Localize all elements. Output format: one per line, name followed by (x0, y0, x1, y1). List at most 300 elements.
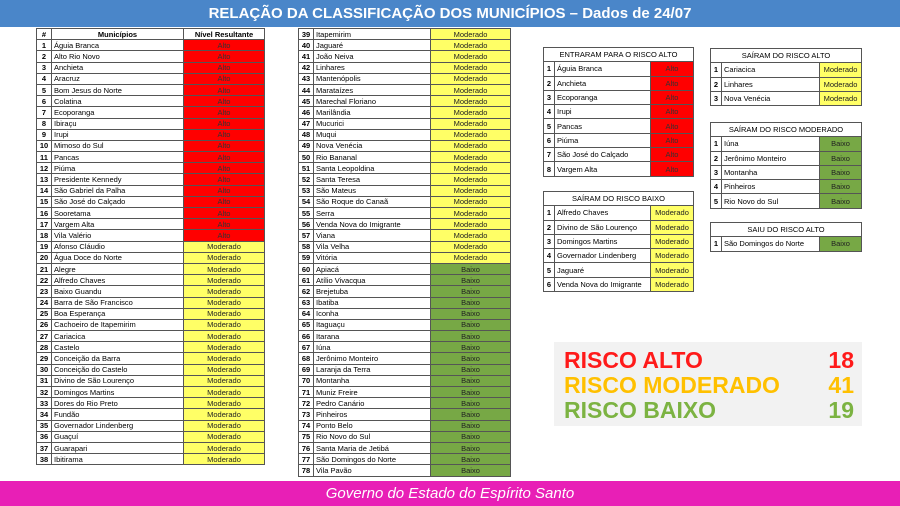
risk-level-cell: Moderado (184, 297, 265, 308)
table-row (37, 286, 265, 297)
municipio-name: Dores do Rio Preto (52, 398, 184, 409)
municipio-name: Iconha (314, 308, 431, 319)
municipio-name: Jaguaré (555, 263, 651, 277)
municipio-name: Linhares (722, 77, 820, 91)
row-number: 4 (37, 73, 52, 84)
table-row (37, 230, 265, 241)
table-row (711, 91, 862, 105)
table-body (544, 62, 694, 176)
municipio-name: Apiacá (314, 263, 431, 274)
row-number: 7 (37, 107, 52, 118)
table-row (711, 137, 862, 151)
table-row (299, 84, 511, 95)
risk-level-cell: Alto (651, 62, 694, 76)
risk-level-cell: Baixo (820, 151, 862, 165)
table-row (37, 442, 265, 453)
risk-level-cell: Moderado (651, 206, 694, 220)
row-number: 46 (299, 107, 314, 118)
row-number: 14 (37, 185, 52, 196)
row-number: 74 (299, 420, 314, 431)
municipio-name: Santa Teresa (314, 174, 431, 185)
table-row (37, 252, 265, 263)
table-row (544, 263, 694, 277)
risk-level-cell: Moderado (820, 63, 862, 77)
municipio-name: Ibatiba (314, 297, 431, 308)
municipio-name: Vila Pavão (314, 465, 431, 476)
table-row (299, 442, 511, 453)
risk-level-cell: Baixo (431, 387, 511, 398)
row-number: 28 (37, 342, 52, 353)
municipio-name: Sooretama (52, 208, 184, 219)
table-body (711, 237, 862, 251)
risk-level-cell: Baixo (431, 331, 511, 342)
summary-label: RISCO BAIXO (564, 397, 717, 423)
risk-level-cell: Baixo (431, 420, 511, 431)
row-number: 60 (299, 263, 314, 274)
municipio-name: Montanha (314, 375, 431, 386)
table-row (37, 331, 265, 342)
risk-level-cell: Moderado (184, 241, 265, 252)
municipio-name: Fundão (52, 409, 184, 420)
risk-level-cell: Baixo (431, 286, 511, 297)
table-row (37, 208, 265, 219)
risk-level-cell: Alto (184, 230, 265, 241)
table-row (37, 62, 265, 73)
table-row (299, 62, 511, 73)
row-number: 17 (37, 219, 52, 230)
risk-level-cell: Moderado (431, 174, 511, 185)
sairam-moderado-table (710, 122, 862, 209)
col-header-number: # (37, 29, 52, 40)
row-number: 66 (299, 331, 314, 342)
row-number: 8 (544, 162, 555, 176)
row-number: 24 (37, 297, 52, 308)
table-row (37, 342, 265, 353)
municipio-name: Afonso Cláudio (52, 241, 184, 252)
table-row (299, 196, 511, 207)
risk-level-cell: Baixo (431, 364, 511, 375)
col-header-nivel: Nível Resultante (184, 29, 265, 40)
sairam-alto-title: SAÍRAM DO RISCO ALTO (711, 49, 862, 63)
row-number: 7 (544, 148, 555, 162)
row-number: 53 (299, 185, 314, 196)
row-number: 1 (544, 206, 555, 220)
table-row (299, 342, 511, 353)
table-row (37, 420, 265, 431)
risk-level-cell: Baixo (431, 263, 511, 274)
table-row (544, 133, 694, 147)
municipio-name: Anchieta (555, 76, 651, 90)
table-row (544, 162, 694, 176)
row-number: 3 (37, 62, 52, 73)
risk-level-cell: Baixo (431, 398, 511, 409)
risk-level-cell: Alto (184, 96, 265, 107)
row-number: 58 (299, 241, 314, 252)
municipio-name: Água Doce do Norte (52, 252, 184, 263)
row-number: 1 (544, 62, 555, 76)
saiu-alto-title: SAIU DO RISCO ALTO (711, 223, 862, 237)
table-row (37, 96, 265, 107)
municipio-name: Nova Venécia (314, 140, 431, 151)
row-number: 65 (299, 319, 314, 330)
table-row (299, 353, 511, 364)
risk-level-cell: Alto (184, 219, 265, 230)
summary-count: 19 (828, 397, 854, 423)
table-row (299, 219, 511, 230)
row-number: 73 (299, 409, 314, 420)
table-row (299, 297, 511, 308)
municipio-name: Conceição do Castelo (52, 364, 184, 375)
risk-level-cell: Moderado (184, 252, 265, 263)
sairam-moderado-title: SAÍRAM DO RISCO MODERADO (711, 123, 862, 137)
municipio-name: Vargem Alta (52, 219, 184, 230)
row-number: 1 (711, 237, 722, 251)
municipio-name: Águia Branca (52, 40, 184, 51)
municipio-name: Ibiraçu (52, 118, 184, 129)
municipio-name: Bom Jesus do Norte (52, 84, 184, 95)
summary-risco-moderado (564, 372, 854, 398)
municipio-name: Laranja da Terra (314, 364, 431, 375)
row-number: 78 (299, 465, 314, 476)
municipio-name: Divino de São Lourenço (555, 220, 651, 234)
risk-level-cell: Baixo (431, 275, 511, 286)
table-row (299, 286, 511, 297)
table-row (544, 119, 694, 133)
table-row (37, 152, 265, 163)
table-row (299, 118, 511, 129)
row-number: 9 (37, 129, 52, 140)
row-number: 2 (37, 51, 52, 62)
table-body (544, 206, 694, 292)
risk-level-cell: Moderado (431, 84, 511, 95)
risk-level-cell: Moderado (184, 353, 265, 364)
row-number: 70 (299, 375, 314, 386)
row-number: 27 (37, 331, 52, 342)
row-number: 63 (299, 297, 314, 308)
row-number: 72 (299, 398, 314, 409)
risk-level-cell: Moderado (431, 230, 511, 241)
summary-count: 18 (828, 347, 854, 373)
row-number: 3 (711, 91, 722, 105)
table-row (299, 387, 511, 398)
row-number: 51 (299, 163, 314, 174)
municipio-name: Guaçuí (52, 431, 184, 442)
table-row (299, 465, 511, 476)
municipio-name: Cariacica (722, 63, 820, 77)
risk-level-cell: Baixo (820, 137, 862, 151)
municipio-name: Nova Venécia (722, 91, 820, 105)
table-row (37, 319, 265, 330)
risk-level-cell: Moderado (184, 398, 265, 409)
table-row (299, 29, 511, 40)
table-row (37, 387, 265, 398)
row-number: 1 (711, 63, 722, 77)
row-number: 2 (544, 220, 555, 234)
row-number: 3 (544, 234, 555, 248)
risk-level-cell: Alto (184, 84, 265, 95)
risk-level-cell: Baixo (431, 342, 511, 353)
risk-level-cell: Moderado (184, 409, 265, 420)
municipio-name: São Domingos do Norte (314, 454, 431, 465)
risk-level-cell: Baixo (431, 442, 511, 453)
risk-level-cell: Moderado (184, 454, 265, 465)
row-number: 41 (299, 51, 314, 62)
table-row (37, 364, 265, 375)
row-number: 8 (37, 118, 52, 129)
row-number: 49 (299, 140, 314, 151)
row-number: 29 (37, 353, 52, 364)
row-number: 2 (711, 77, 722, 91)
municipio-name: Irupi (555, 105, 651, 119)
municipios-table-1 (36, 28, 265, 465)
table-row (37, 196, 265, 207)
row-number: 44 (299, 84, 314, 95)
table-row (299, 230, 511, 241)
table-row (299, 51, 511, 62)
table-row (711, 194, 862, 208)
table-row (544, 206, 694, 220)
municipio-name: Vila Velha (314, 241, 431, 252)
risk-level-cell: Baixo (820, 180, 862, 194)
risk-level-cell: Moderado (431, 252, 511, 263)
row-number: 11 (37, 152, 52, 163)
row-number: 40 (299, 40, 314, 51)
row-number: 16 (37, 208, 52, 219)
risk-level-cell: Alto (184, 73, 265, 84)
municipio-name: São José do Calçado (555, 148, 651, 162)
table-row (37, 163, 265, 174)
table-row (544, 148, 694, 162)
risk-level-cell: Alto (184, 40, 265, 51)
risk-level-cell: Alto (184, 140, 265, 151)
row-number: 34 (37, 409, 52, 420)
risk-level-cell: Baixo (431, 297, 511, 308)
municipio-name: Iúna (722, 137, 820, 151)
municipio-name: Mimoso do Sul (52, 140, 184, 151)
risk-level-cell: Alto (184, 152, 265, 163)
table-row (299, 241, 511, 252)
risk-level-cell: Moderado (651, 263, 694, 277)
row-number: 62 (299, 286, 314, 297)
table-row (37, 375, 265, 386)
municipio-name: Cariacica (52, 331, 184, 342)
municipio-name: Rio Novo do Sul (314, 431, 431, 442)
municipio-name: Alegre (52, 263, 184, 274)
table-row (37, 241, 265, 252)
municipio-name: Conceição da Barra (52, 353, 184, 364)
municipio-name: Viana (314, 230, 431, 241)
municipio-name: São Roque do Canaã (314, 196, 431, 207)
row-number: 18 (37, 230, 52, 241)
risk-level-cell: Moderado (431, 62, 511, 73)
municipio-name: Vila Valério (52, 230, 184, 241)
municipio-name: Governador Lindenberg (52, 420, 184, 431)
municipio-name: Aracruz (52, 73, 184, 84)
risk-level-cell: Moderado (184, 331, 265, 342)
row-number: 32 (37, 387, 52, 398)
row-number: 50 (299, 152, 314, 163)
municipio-name: Castelo (52, 342, 184, 353)
row-number: 31 (37, 375, 52, 386)
row-number: 59 (299, 252, 314, 263)
risk-level-cell: Baixo (820, 237, 862, 251)
municipio-name: Domingos Martins (52, 387, 184, 398)
municipio-name: Marataízes (314, 84, 431, 95)
row-number: 75 (299, 431, 314, 442)
risk-level-cell: Moderado (431, 107, 511, 118)
municipio-name: Iúna (314, 342, 431, 353)
municipio-name: Pancas (52, 152, 184, 163)
row-number: 13 (37, 174, 52, 185)
row-number: 23 (37, 286, 52, 297)
risk-level-cell: Moderado (651, 220, 694, 234)
municipio-name: Mucurici (314, 118, 431, 129)
row-number: 10 (37, 140, 52, 151)
municipio-name: São Domingos do Norte (722, 237, 820, 251)
municipio-name: São Mateus (314, 185, 431, 196)
row-number: 76 (299, 442, 314, 453)
summary-risco-alto (564, 347, 854, 373)
risk-level-cell: Moderado (651, 249, 694, 263)
table-row (299, 140, 511, 151)
table-body (37, 40, 265, 465)
table-row (37, 174, 265, 185)
row-number: 12 (37, 163, 52, 174)
table-body (711, 63, 862, 106)
table-row (711, 77, 862, 91)
risk-level-cell: Moderado (431, 118, 511, 129)
municipio-name: Governador Lindenberg (555, 249, 651, 263)
risk-level-cell: Baixo (431, 431, 511, 442)
risk-level-cell: Alto (184, 208, 265, 219)
table-row (299, 319, 511, 330)
risk-level-cell: Alto (651, 119, 694, 133)
municipio-name: Alfredo Chaves (52, 275, 184, 286)
municipio-name: São Gabriel da Palha (52, 185, 184, 196)
row-number: 20 (37, 252, 52, 263)
summary-count: 41 (828, 372, 854, 398)
municipio-name: Cachoeiro de Itapemirim (52, 319, 184, 330)
table-row (299, 420, 511, 431)
municipio-name: Águia Branca (555, 62, 651, 76)
row-number: 2 (544, 76, 555, 90)
row-number: 55 (299, 208, 314, 219)
risk-level-cell: Moderado (431, 241, 511, 252)
table-body (299, 29, 511, 477)
row-number: 26 (37, 319, 52, 330)
summary-label: RISCO ALTO (564, 347, 703, 373)
row-number: 67 (299, 342, 314, 353)
row-number: 39 (299, 29, 314, 40)
row-number: 4 (544, 249, 555, 263)
municipio-name: Linhares (314, 62, 431, 73)
table-row (711, 151, 862, 165)
table-row (299, 163, 511, 174)
risk-level-cell: Alto (184, 107, 265, 118)
row-number: 5 (544, 119, 555, 133)
sairam-baixo-title: SAÍRAM DO RISCO BAIXO (544, 192, 694, 206)
table-row (299, 40, 511, 51)
table-row (37, 263, 265, 274)
risk-level-cell: Moderado (431, 152, 511, 163)
table-header-row (37, 29, 265, 40)
municipio-name: Marilândia (314, 107, 431, 118)
table-row (299, 364, 511, 375)
municipio-name: Santa Leopoldina (314, 163, 431, 174)
table-row (544, 220, 694, 234)
risk-level-cell: Moderado (184, 286, 265, 297)
table-row (37, 185, 265, 196)
table-row (37, 107, 265, 118)
municipio-name: Brejetuba (314, 286, 431, 297)
row-number: 42 (299, 62, 314, 73)
municipio-name: Alfredo Chaves (555, 206, 651, 220)
row-number: 57 (299, 230, 314, 241)
risk-level-cell: Baixo (431, 375, 511, 386)
municipio-name: Piúma (52, 163, 184, 174)
municipio-name: Ecoporanga (52, 107, 184, 118)
municipio-name: Divino de São Lourenço (52, 375, 184, 386)
table-row (299, 174, 511, 185)
risk-level-cell: Alto (651, 105, 694, 119)
row-number: 5 (37, 84, 52, 95)
municipio-name: Venda Nova do Imigrante (555, 277, 651, 291)
table-row (37, 353, 265, 364)
table-row (37, 73, 265, 84)
risk-level-cell: Alto (651, 133, 694, 147)
risk-level-cell: Moderado (431, 73, 511, 84)
municipio-name: Pedro Canário (314, 398, 431, 409)
row-number: 6 (37, 96, 52, 107)
saiu-alto-table (710, 222, 862, 252)
risk-level-cell: Moderado (431, 185, 511, 196)
row-number: 36 (37, 431, 52, 442)
row-number: 5 (544, 263, 555, 277)
entraram-alto-table (543, 47, 694, 177)
municipio-name: Ibitirama (52, 454, 184, 465)
table-row (299, 208, 511, 219)
municipio-name: Rio Novo do Sul (722, 194, 820, 208)
risk-level-cell: Moderado (184, 319, 265, 330)
municipio-name: Serra (314, 208, 431, 219)
row-number: 25 (37, 308, 52, 319)
risk-level-cell: Moderado (651, 277, 694, 291)
row-number: 54 (299, 196, 314, 207)
risk-level-cell: Baixo (431, 353, 511, 364)
table-row (37, 118, 265, 129)
row-number: 33 (37, 398, 52, 409)
row-number: 37 (37, 442, 52, 453)
municipio-name: Atílio Vivacqua (314, 275, 431, 286)
table-row (37, 308, 265, 319)
risk-level-cell: Baixo (431, 308, 511, 319)
table-row (37, 431, 265, 442)
risk-level-cell: Moderado (431, 140, 511, 151)
row-number: 61 (299, 275, 314, 286)
row-number: 64 (299, 308, 314, 319)
row-number: 35 (37, 420, 52, 431)
footer-banner: Governo do Estado do Espírito Santo (0, 481, 900, 506)
risk-level-cell: Baixo (431, 465, 511, 476)
row-number: 45 (299, 96, 314, 107)
municipio-name: Vitória (314, 252, 431, 263)
risk-level-cell: Moderado (431, 51, 511, 62)
table-row (544, 90, 694, 104)
row-number: 4 (544, 105, 555, 119)
risk-level-cell: Moderado (184, 420, 265, 431)
municipio-name: Barra de São Francisco (52, 297, 184, 308)
municipio-name: São José do Calçado (52, 196, 184, 207)
